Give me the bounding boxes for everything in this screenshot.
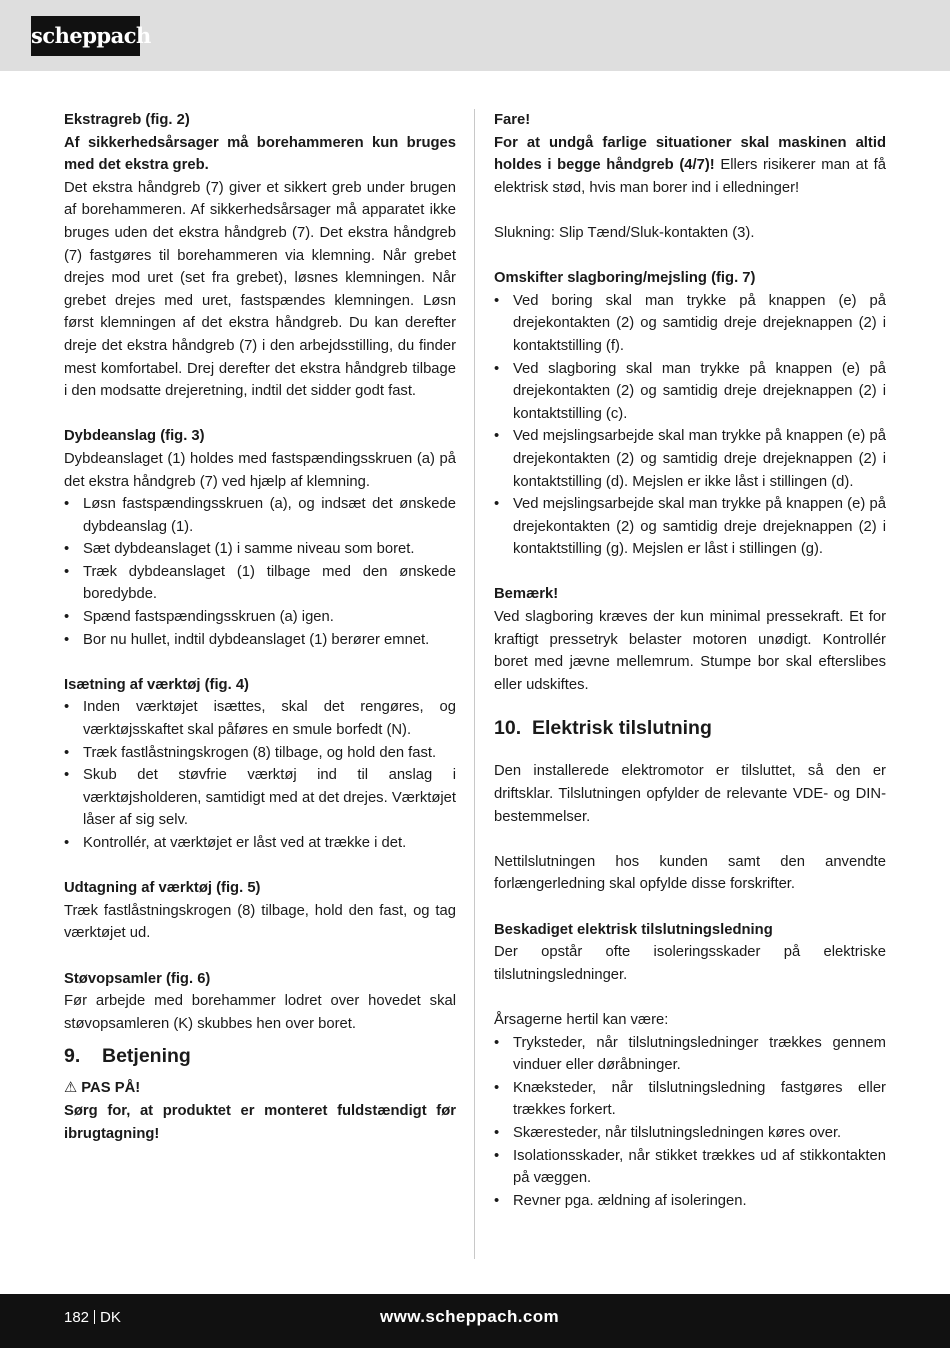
paragraph: Årsagerne hertil kan være: xyxy=(494,1011,669,1028)
separator xyxy=(94,1310,95,1324)
caution-label: PAS PÅ! xyxy=(81,1080,141,1097)
website-link[interactable]: www.scheppach.com xyxy=(380,1307,560,1326)
bullet-list xyxy=(64,696,456,854)
list-item: • Knæksteder, når tilslutningsledning fastgøres eller trækkes forkert. xyxy=(494,1077,886,1122)
paragraph: Træk fastlåstningskrogen (8) tilbage, hold den fast, og tag værktøjet ud. xyxy=(64,902,456,942)
paragraph: Nettilslutningen hos kunden samt den anvendte forlængerledning skal opfylde disse forskrifter. xyxy=(494,853,886,893)
section-heading: Dybdeanslag (fig. 3) xyxy=(64,428,205,445)
note-heading: Bemærk! xyxy=(494,586,559,603)
paragraph: Det ekstra håndgreb (7) giver et sikkert greb under brugen af borehammeren. Af sikkerhedsårsager må apparatet ikke bruges uden det ekstra håndgreb (7). Det ekstra håndgreb (7) fastgøres til borehammeren via klemning. Når grebet drejes mod uret (set fra grebet), løsnes klemningen. Når grebet drejes med uret, fastspændes klemningen. Løsn først klemningen af det ekstra håndgreb. Du kan derefter dreje det ekstra håndgreb (7) i den arbejdsstilling, du finder mest komfortabel. Drej derefter det ekstra håndgreb tilbage i den modsatte drejeretning, indtil det sidder godt fast. xyxy=(64,179,456,400)
paragraph: Slukning: Slip Tænd/Sluk-kontakten (3). xyxy=(494,224,755,241)
list-item: • Isolationsskader, når stikket trækkes ud af stikkontakten på væggen. xyxy=(494,1145,886,1190)
column-divider xyxy=(474,109,475,1259)
chapter-heading xyxy=(64,1044,456,1068)
warning-triangle-icon: ⚠ xyxy=(64,1080,78,1097)
paragraph: Før arbejde med borehammer lodret over hovedet skal støvopsamleren (K) skubbes hen over boret. xyxy=(64,993,456,1032)
language-code: DK xyxy=(100,1309,121,1326)
safety-warning: Af sikkerhedsårsager må borehammeren kun bruges med det ekstra greb. xyxy=(64,134,456,174)
list-item: • Ved slagboring skal man trykke på knappen (e) på drejekontakten (2) og samtidig dreje drejeknappen (2) i kontaktstilling (c). xyxy=(494,358,886,426)
section-heading: Støvopsamler (fig. 6) xyxy=(64,970,211,987)
chapter-title: Betjening xyxy=(102,1045,191,1068)
list-item: • Skub det støvfrie værktøj ind til anslag i værktøjsholderen, samtidigt med at det drejes. Værktøjet låser af sig selv. xyxy=(64,764,456,832)
danger-normal-text: Ellers risikerer man at få elektrisk stød, hvis man borer ind i elledninger! xyxy=(494,157,886,196)
caution-heading xyxy=(64,1077,456,1100)
bullet-list xyxy=(64,493,456,651)
danger-heading: Fare! xyxy=(494,112,531,128)
list-item: • Træk fastlåstningskrogen (8) tilbage, og hold den fast. xyxy=(64,742,456,765)
section-heading: Omskifter slagboring/mejsling (fig. 7) xyxy=(494,270,756,287)
list-item: • Ved mejslingsarbejde skal man trykke på knappen (e) på drejekontakten (2) og samtidig dreje drejeknappen (2) i kontaktstilling (d). Mejslen er ikke låst i stillingen (d). xyxy=(494,425,886,493)
list-item: • Tryksteder, når tilslutningsledninger trækkes gennem vinduer eller døråbninger. xyxy=(494,1032,886,1077)
list-item: • Revner pga. ældning af isoleringen. xyxy=(494,1190,886,1213)
list-item: • Træk dybdeanslaget (1) tilbage med den ønskede boredybde. xyxy=(64,561,456,606)
paragraph: Den installerede elektromotor er tilsluttet, så den er driftsklar. Tilslutningen opfylder de relevante VDE- og DIN-bestemmelser. xyxy=(494,763,886,825)
list-item: • Ved mejslingsarbejde skal man trykke på knappen (e) på drejekontakten (2) og samtidig dreje drejeknappen (2) i kontaktstilling (g). Mejslen er låst i stillingen (g). xyxy=(494,493,886,561)
left-column xyxy=(64,109,456,1145)
danger-bold-text: For at undgå farlige situationer skal maskinen altid holdes i begge håndgreb (4/7)! xyxy=(494,134,886,174)
scheppach-logo: scheppach xyxy=(31,16,140,56)
header-bar xyxy=(0,0,950,71)
danger-paragraph xyxy=(494,132,886,200)
page-number-value: 182 xyxy=(64,1309,90,1326)
list-item: • Inden værktøjet isættes, skal det rengøres, og værktøjsskaftet skal påføres en smule borfedt (N). xyxy=(64,696,456,741)
section-heading: Udtagning af værktøj (fig. 5) xyxy=(64,880,261,897)
caution-text: Sørg for, at produktet er monteret fuldstændigt før ibrugtagning! xyxy=(64,1102,456,1142)
section-heading: Isætning af værktøj (fig. 4) xyxy=(64,676,249,693)
list-item: • Bor nu hullet, indtil dybdeanslaget (1) berører emnet. xyxy=(64,629,456,652)
chapter-number: 9. xyxy=(64,1045,81,1068)
paragraph: Dybdeanslaget (1) holdes med fastspændingsskruen (a) på det ekstra håndgreb (7) ved hjælp af klemning. xyxy=(64,450,456,490)
paragraph: Ved slagboring kræves der kun minimal pressekraft. Et for kraftigt pressetryk belaster motoren unødigt. Kontrollér boret med jævne mellemrum. Stumpe bor skal efterslibes eller udskiftes. xyxy=(494,609,886,693)
list-item: • Skæresteder, når tilslutningsledningen køres over. xyxy=(494,1122,886,1145)
list-item: • Spænd fastspændingsskruen (a) igen. xyxy=(64,606,456,629)
bullet-list xyxy=(494,290,886,561)
bullet-list xyxy=(494,1032,886,1213)
page-number xyxy=(64,1309,121,1326)
right-column xyxy=(494,109,886,1212)
chapter-title: Elektrisk tilslutning xyxy=(532,717,712,740)
section-heading: Ekstragreb (fig. 2) xyxy=(64,112,190,128)
list-item: • Ved boring skal man trykke på knappen (e) på drejekontakten (2) og samtidig dreje drejeknappen (2) i kontaktstilling (f). xyxy=(494,290,886,358)
chapter-number: 10. xyxy=(494,717,522,740)
chapter-heading xyxy=(494,716,886,740)
list-item: • Sæt dybdeanslaget (1) i samme niveau som boret. xyxy=(64,538,456,561)
paragraph: Der opstår ofte isoleringsskader på elektriske tilslutningsledninger. xyxy=(494,944,886,983)
list-item: • Kontrollér, at værktøjet er låst ved at trække i det. xyxy=(64,832,456,855)
list-item: • Løsn fastspændingsskruen (a), og indsæt det ønskede dybdeanslag (1). xyxy=(64,493,456,538)
section-heading: Beskadiget elektrisk tilslutningsledning xyxy=(494,921,773,938)
